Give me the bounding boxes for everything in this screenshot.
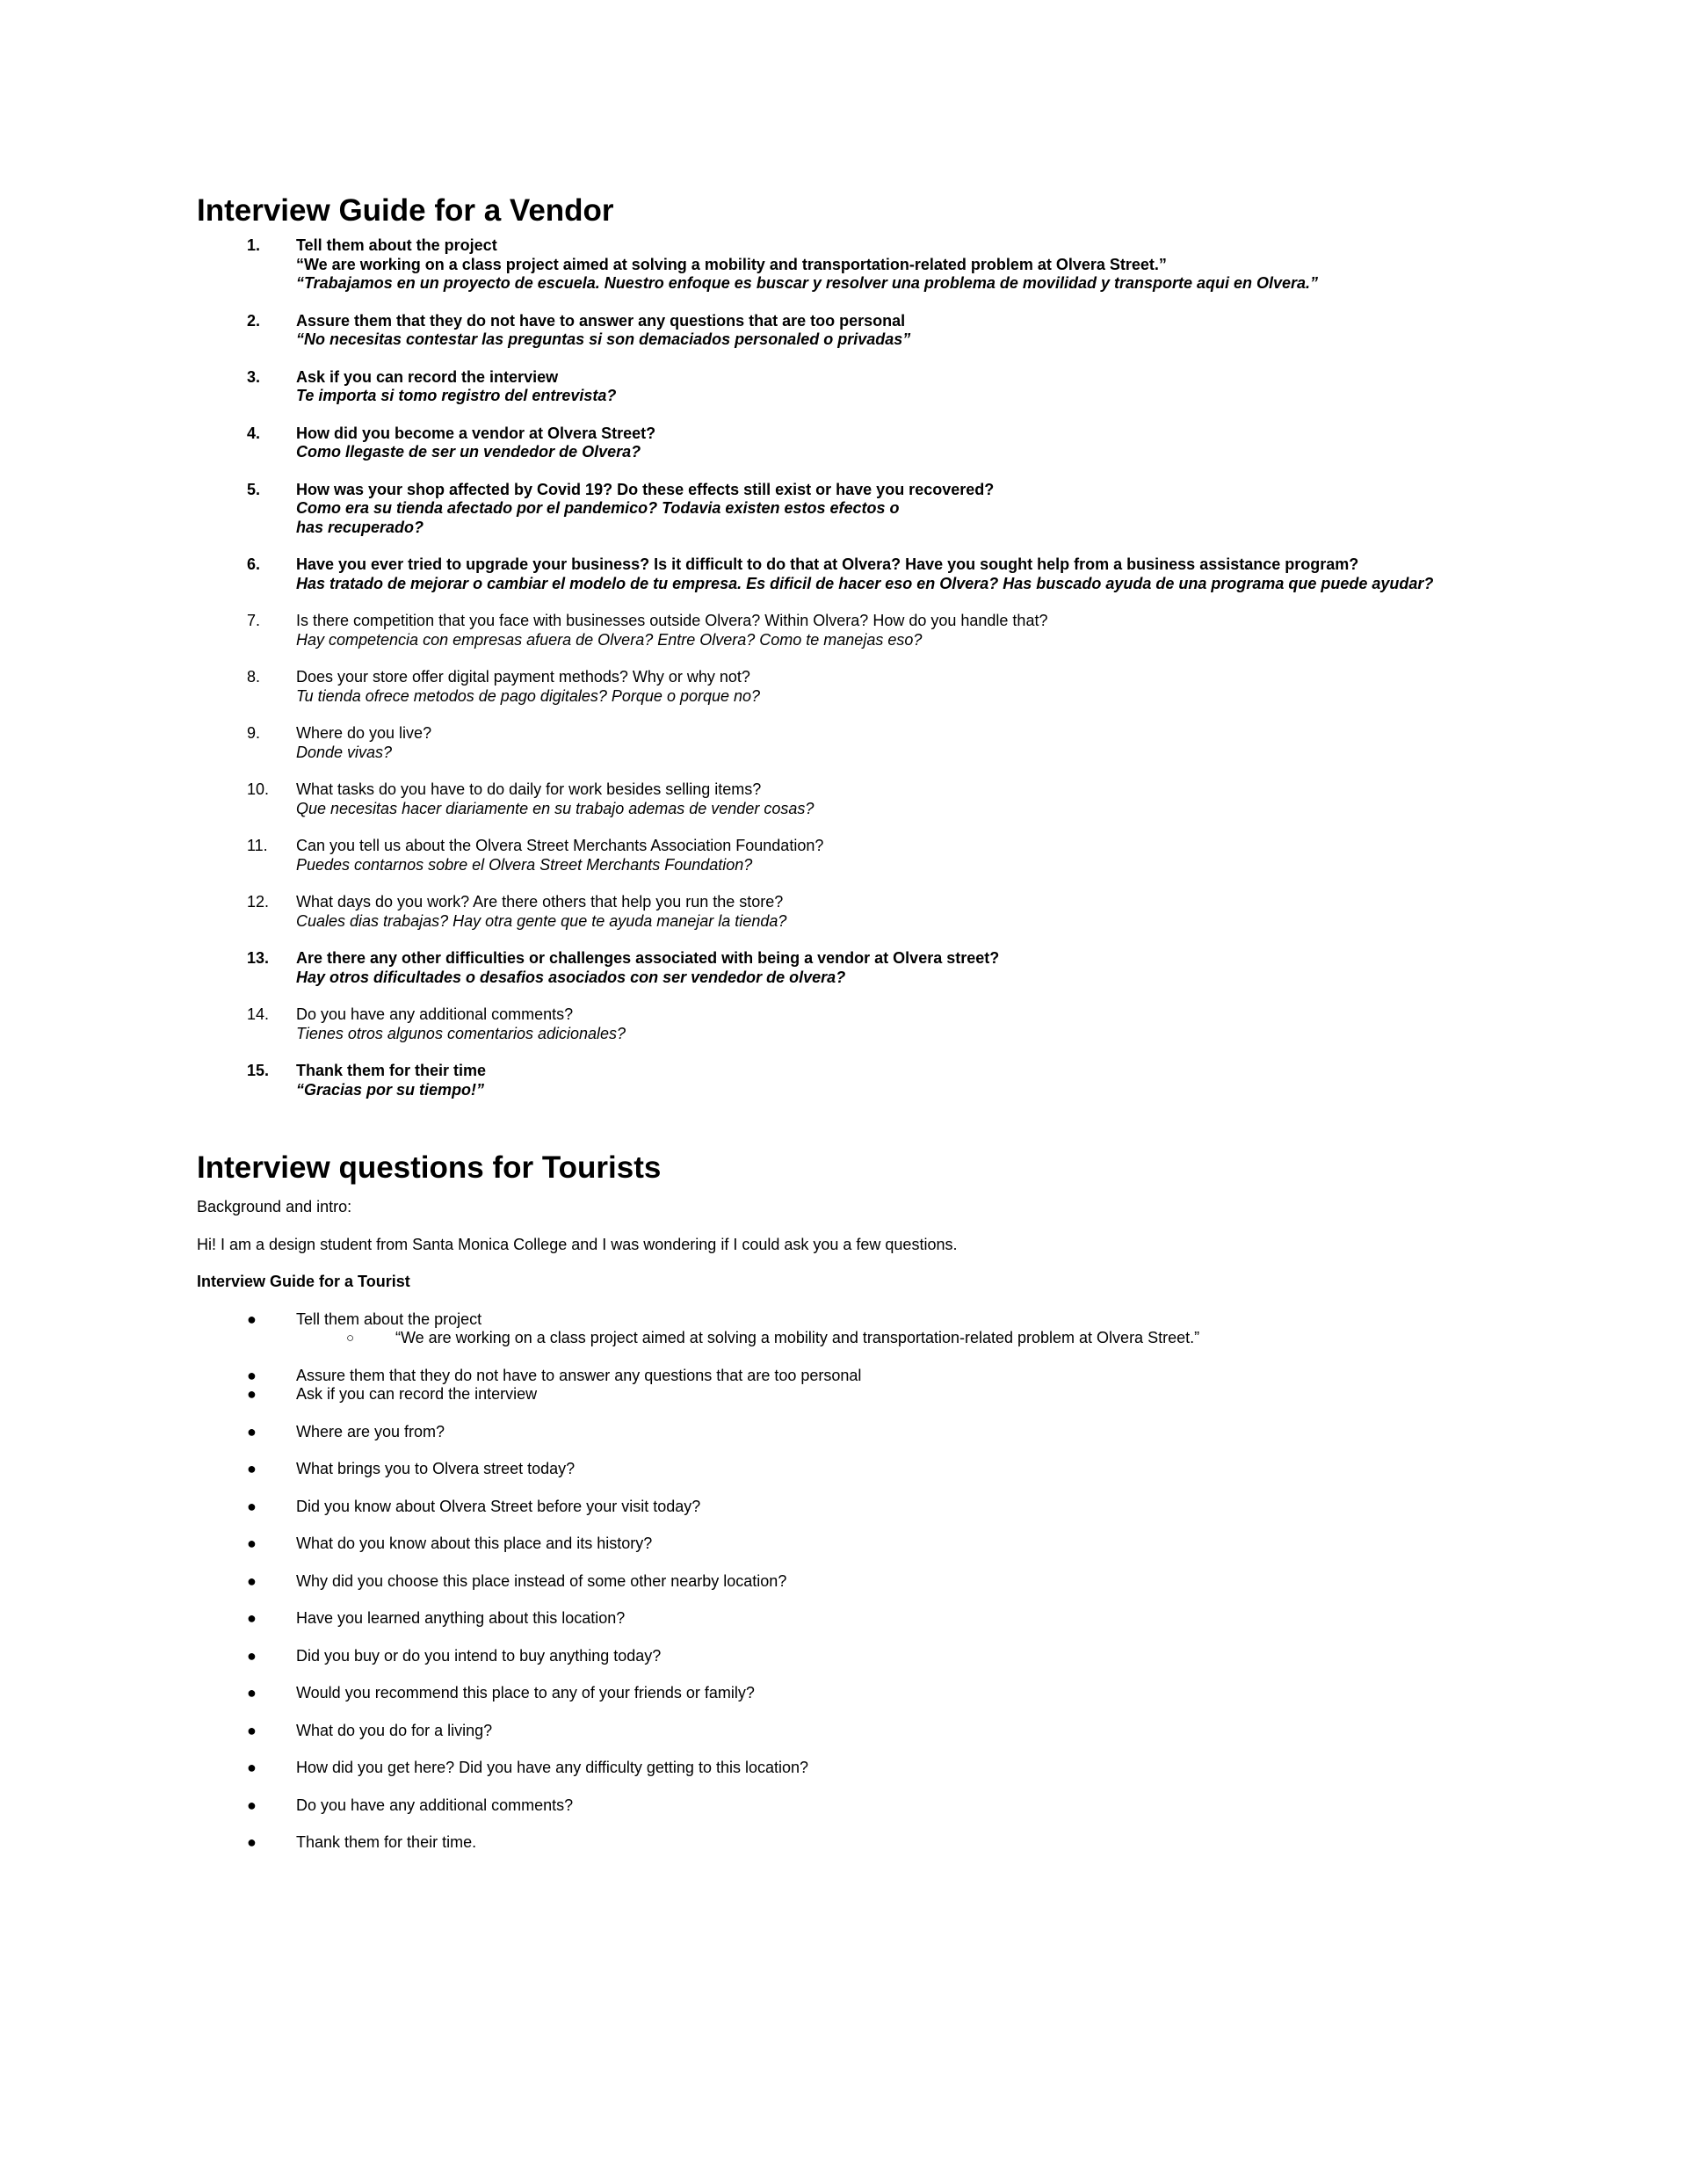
tourist-guide-heading: Interview Guide for a Tourist [197,1273,410,1290]
tourist-item-14: ● Do you have any additional comments? [247,1796,574,1814]
bullet-icon: ● [247,1721,257,1739]
bullet-icon: ● [247,1833,257,1851]
tourist-item-4: ● Where are you from? [247,1422,445,1440]
vendor-item-12: 12. What days do you work? Are there others that help you run the store? Cuales dias trabajas? Hay otra gente que te ayuda manejar la tienda? [247,893,787,930]
bullet-icon: ● [247,1571,257,1590]
bullet-icon: ● [247,1385,257,1403]
bullet-icon: ● [247,1497,257,1515]
bullet-icon: ● [247,1796,257,1814]
vendor-item-14: 14. Do you have any additional comments? Tienes otros algunos comentarios adicionales? [247,1005,626,1042]
tourist-item-11: ● Would you recommend this place to any of your friends or family? [247,1684,755,1701]
vendor-item-15: 15. Thank them for their time “Gracias por su tiempo!” [247,1062,487,1099]
vendor-item-4: 4. How did you become a vendor at Olvera Street? Como llegaste de ser un vendedor de Olvera? [247,424,656,461]
bullet-icon: ● [247,1646,257,1665]
vendor-item-11: 11. Can you tell us about the Olvera Street Merchants Association Foundation? Puedes contarnos sobre el Olvera Street Merchants Foundation? [247,837,824,874]
bullet-icon: ● [247,1609,257,1627]
tourist-item-15: ● Thank them for their time. [247,1833,477,1851]
vendor-question-list [197,236,1568,1099]
bullet-icon: ● [247,1366,257,1384]
vendor-item-1: 1. Tell them about the project “We are working on a class project aimed at solving a mobility and transportation-related problem at Olvera Street.” “Trabajamos en un proyecto de escuela. Nuestro enfoque es buscar y resolver una problema de movilidad y transporte aqui en Olvera.” [247,236,1319,292]
tourist-item-5: ● What brings you to Olvera street today? [247,1460,576,1477]
vendor-item-2: 2. Assure them that they do not have to answer any questions that are too personal “No necesitas contestar las preguntas si son demaciados personaled o privadas” [247,311,911,348]
bullet-icon: ● [247,1460,257,1477]
tourist-item-9: ● Have you learned anything about this location? [247,1609,626,1627]
tourist-item-3: ● Ask if you can record the interview [247,1385,538,1403]
bullet-icon: ● [247,1535,257,1552]
tourist-guide-title: Interview questions for Tourists [197,1150,662,1185]
tourist-item-7: ● What do you know about this place and its history? [247,1535,653,1552]
vendor-guide-title: Interview Guide for a Vendor [197,193,614,228]
tourist-item-1: ● Tell them about the project ○ “We are working on a class project aimed at solving a mobility and transportation-related problem at Olvera Street.” [197,1310,1568,1348]
bullet-icon: ● [247,1310,257,1328]
background-label: Background and intro: [197,1198,352,1215]
tourist-sub-item: ○ “We are working on a class project aimed at solving a mobility and transportation-related problem at Olvera Street.” [346,1329,1200,1346]
vendor-item-9: 9. Where do you live? Donde vivas? [247,724,432,761]
sub-bullet-icon: ○ [346,1331,355,1346]
document-page [197,193,1568,1853]
vendor-item-10: 10. What tasks do you have to do daily for work besides selling items? Que necesitas hacer diariamente en su trabajo ademas de vender cosas? [247,780,815,817]
tourist-item-12: ● What do you do for a living? [247,1721,493,1739]
bullet-icon: ● [247,1684,257,1701]
vendor-item-3: 3. Ask if you can record the interview Te importa si tomo registro del entrevista? [247,367,617,404]
tourist-item-8: ● Why did you choose this place instead of some other nearby location? [247,1571,787,1590]
tourist-item-13: ● How did you get here? Did you have any difficulty getting to this location? [247,1759,809,1776]
bullet-icon: ● [247,1422,257,1440]
vendor-item-13: 13. Are there any other difficulties or challenges associated with being a vendor at Olvera street? Hay otros dificultades o desafios asociados con ser vendedor de olvera? [247,949,1000,986]
vendor-item-8: 8. Does your store offer digital payment methods? Why or why not? Tu tienda ofrece metodos de pago digitales? Porque o porque no? [247,668,761,705]
vendor-item-6: 6. Have you ever tried to upgrade your business? Is it difficult to do that at Olvera? Have you sought help from a business assistance program? Has tratado de mejorar o cambiar el modelo de tu empresa. Es dificil de hacer eso en Olvera? Has buscado ayuda de una programa que puede ayudar? [247,555,1434,592]
tourist-item-10: ● Did you buy or do you intend to buy anything today? [247,1646,662,1665]
intro-paragraph: Hi! I am a design student from Santa Monica College and I was wondering if I could ask you a few questions. [197,1235,958,1253]
vendor-item-7: 7. Is there competition that you face with businesses outside Olvera? Within Olvera? How do you handle that? Hay competencia con empresas afuera de Olvera? Entre Olvera? Como te manejas eso? [247,612,1048,649]
tourist-question-list [197,1310,1568,1853]
tourist-item-2: ● Assure them that they do not have to answer any questions that are too personal [247,1366,862,1384]
bullet-icon: ● [247,1759,257,1776]
vendor-item-5: 5. How was your shop affected by Covid 19? Do these effects still exist or have you recovered? Como era su tienda afectado por el pandemico? Todavia existen estos efectos o has recuperado? [247,480,995,536]
tourist-item-6: ● Did you know about Olvera Street before your visit today? [247,1497,701,1515]
